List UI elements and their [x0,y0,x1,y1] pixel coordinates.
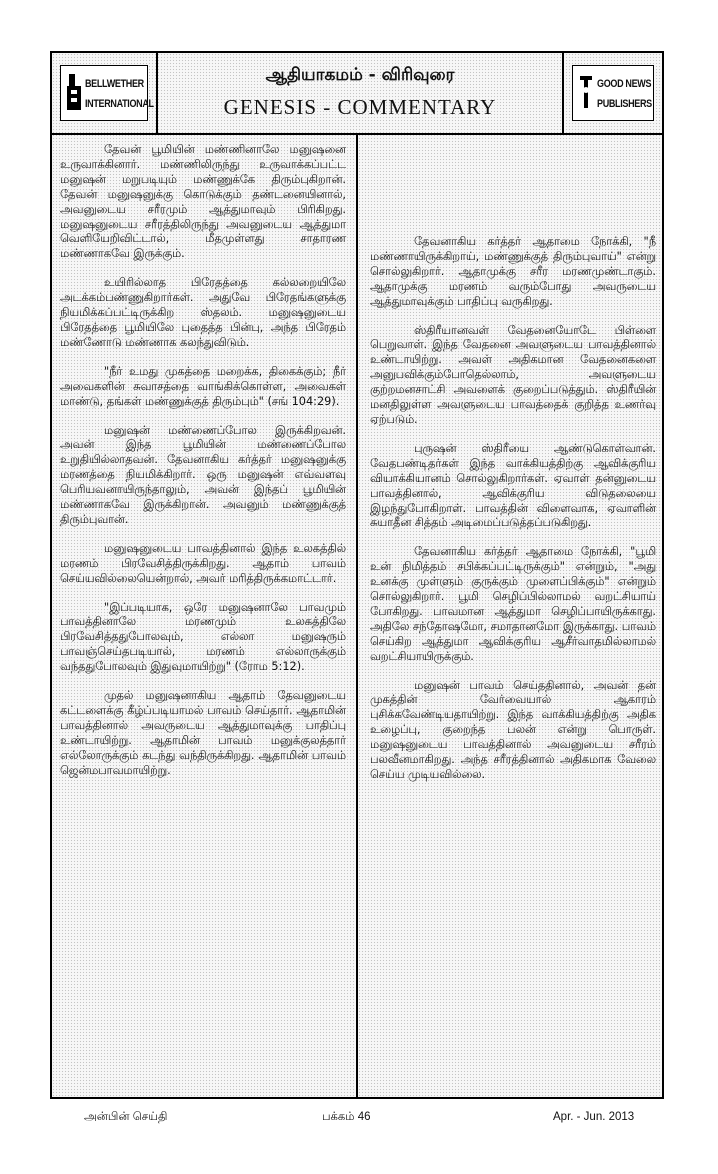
bellwether-logo-icon [65,72,83,112]
paragraph: உயிரில்லாத பிரேதத்தை கல்லறையிலே அடக்கம்பண்ணுகிறார்கள். அதுவே பிரேதங்களுக்கு நியமிக்கப்பட்டிருக்கிற ஸ்தலம். மனுஷனுடைய பிரேதத்தை பூமியிலே புதைத்த பின்பு, அந்த பிரேதம் மண்ணோடு மண்ணாக கலந்துவிடும். [60,276,346,349]
publisher-logo-left [52,53,158,133]
footer-page-number: பக்கம் 46 [322,1111,371,1123]
logo-line-1: GOOD NEWS [597,78,652,90]
right-column [370,143,656,797]
paragraph: "நீர் உமது முகத்தை மறைக்க, திகைக்கும்; நீர் அவைகளின் சுவாசத்தை வாங்கிக்கொள்ள, அவைகள் மாண்டு, தங்கள் மண்ணுக்குத் திரும்பும்" (சங் 104:29). [60,364,346,408]
publisher-logo-right [562,53,662,133]
footer-issue-date: Apr. - Jun. 2013 [553,1111,635,1123]
paragraph: "இப்படியாக, ஒரே மனுஷனாலே பாவமும் பாவத்தினாலே மரணமும் உலகத்திலே பிரவேசித்ததுபோலவும், எல்லா மனுஷரும் பாவஞ்செய்தபடியால், மரணம் எல்லாருக்கும் வந்ததுபோலவும் இதுவுமாயிற்று" (ரோம 5:12). [60,600,346,674]
paragraph: தேவனாகிய கர்த்தர் ஆதாமை நோக்கி, "பூமி உன் நிமித்தம் சபிக்கப்பட்டிருக்கும்" என்றும், "அது உனக்கு முள்ளும் குருக்கும் முளைப்பிக்கும்" என்றும் சொல்லுகிறார். பூமி செழிப்பில்லாமல் வறட்சியாய் போகிறது. பாவமான ஆத்துமா செழிப்பாயிருக்காது. அதிலே சந்தோஷமோ, சமாதானமோ இருக்காது. பாவம் செய்கிற ஆத்துமா ஆவிக்குரிய ஆசீர்வாதமில்லாமல் வறட்சியாயிருக்கும். [370,545,656,663]
column-divider [356,135,358,1097]
title-english: GENESIS - COMMENTARY [223,95,497,119]
good-news-logo-icon [577,72,595,112]
left-column [60,143,346,793]
paragraph: தேவனாகிய கர்த்தர் ஆதாமை நோக்கி, "நீ மண்ணாயிருக்கிறாய், மண்ணுக்குத் திரும்புவாய்" என்று சொல்லுகிறார். ஆதாமுக்கு சரீர மரணமுண்டாகும். ஆதாமுக்கு மரணம் வரும்போது அவருடைய ஆத்துமாவுக்கும் பாதிப்பு வருகிறது. [370,235,656,308]
logo-text [597,74,652,114]
logo-line-2: INTERNATIONAL [85,98,154,110]
paragraph: மனுஷன் மண்ணைப்போல இருக்கிறவன். அவன் இந்த பூமியின் மண்ணைப்போல உறுதியில்லாதவன். தேவனாகிய கர்த்தர் மனுஷனுக்கு மரணத்தை நியமிக்கிறார். ஒரு மனுஷன் எவ்வளவு பெரியவனாயிருந்தாலும், அவன் இந்தப் பூமியின் மண்ணாகவே இருக்கிறான். அவனும் மண்ணுக்குத் திரும்புவான். [60,423,346,526]
paragraph: ஸ்திரீயானவள் வேதனையோடே பிள்ளை பெறுவாள். இந்த வேதனை அவளுடைய பாவத்தினால் உண்டாயிற்று. அவள் அதிகமான வேதனைகளை அனுபவிக்கும்போதெல்லாம், அவளுடைய குற்றமனசாட்சி அவளைக் குறைப்படுத்தும். ஸ்திரீயின் மனதிலுள்ள அவளுடைய பாவத்தைக் குறித்த உணர்வு ஏற்படும். [370,323,656,426]
logo-box [572,65,654,121]
logo-box [60,65,154,121]
header-titles [158,53,562,133]
footer-magazine-name: அன்பின் செய்தி [84,1111,168,1123]
page-frame [50,51,664,1099]
paragraph: மனுஷன் பாவம் செய்ததினால், அவன் தன் முகத்தின் வேர்வையால் ஆகாரம் புசிக்கவேண்டியதாயிற்று. இந்த வாக்கியத்திற்கு அதிக உழைப்பு, குறைந்த பலன் என்று பொருள். மனுஷனுடைய பாவத்தினால் அவனுடைய சரீரம் பலவீனமாகிறது. அந்த சரீரத்தினால் அதிகமாக வேலை செய்ய முடியவில்லை. [370,678,656,781]
title-tamil: ஆதியாகமம் - விரிவுரை [265,65,455,85]
paragraph: மனுஷனுடைய பாவத்தினால் இந்த உலகத்தில் மரணம் பிரவேசித்திருக்கிறது. ஆதாம் பாவம் செய்யவில்லையென்றால், அவர் மரித்திருக்கமாட்டார். [60,541,346,585]
logo-line-2: PUBLISHERS [597,98,652,110]
paragraph: தேவன் பூமியின் மண்ணினாலே மனுஷனை உருவாக்கினார். மண்ணிலிருந்து உருவாக்கப்பட்ட மனுஷன் மறுபடியும் மண்ணுக்கே திரும்புகிறான். தேவன் மனுஷனுக்கு கொடுக்கும் தண்டனையினால், அவனுடைய சரீரமும் ஆத்துமாவும் பிரிகிறது. மனுஷனுடைய சரீரத்திலிருந்து அவனுடைய ஆத்துமா வெளியேறிவிட்டால், மீதமுள்ளது சாதாரண மண்ணாகவே இருக்கும். [60,143,346,261]
page-header [52,53,662,135]
paragraph: முதல் மனுஷனாகிய ஆதாம் தேவனுடைய கட்டளைக்கு கீழ்ப்படியாமல் பாவம் செய்தார். ஆதாமின் பாவத்தினால் அவருடைய ஆத்துமாவுக்கு பாதிப்பு உண்டாயிற்று. ஆதாமின் பாவம் மனுக்குலத்தார் எல்லோருக்கும் கடந்து வந்திருக்கிறது. ஆதாமின் பாவம் ஜென்மபாவமாயிற்று. [60,689,346,777]
paragraph: புருஷன் ஸ்திரீயை ஆண்டுகொள்வான். வேதபண்டிதர்கள் இந்த வாக்கியத்திற்கு ஆவிக்குரிய வியாக்கியானம் சொல்லுகிறார்கள். ஏவாள் தன்னுடைய பாவத்தினால், ஆவிக்குரிய விடுதலையை இழந்துபோகிறாள். பாவத்தின் விளைவாக, ஏவாளின் சுயாதீன சித்தம் அடிமைப்படுத்தப்படுகிறது. [370,441,656,530]
logo-line-1: BELLWETHER [85,78,144,90]
logo-text [85,74,154,114]
